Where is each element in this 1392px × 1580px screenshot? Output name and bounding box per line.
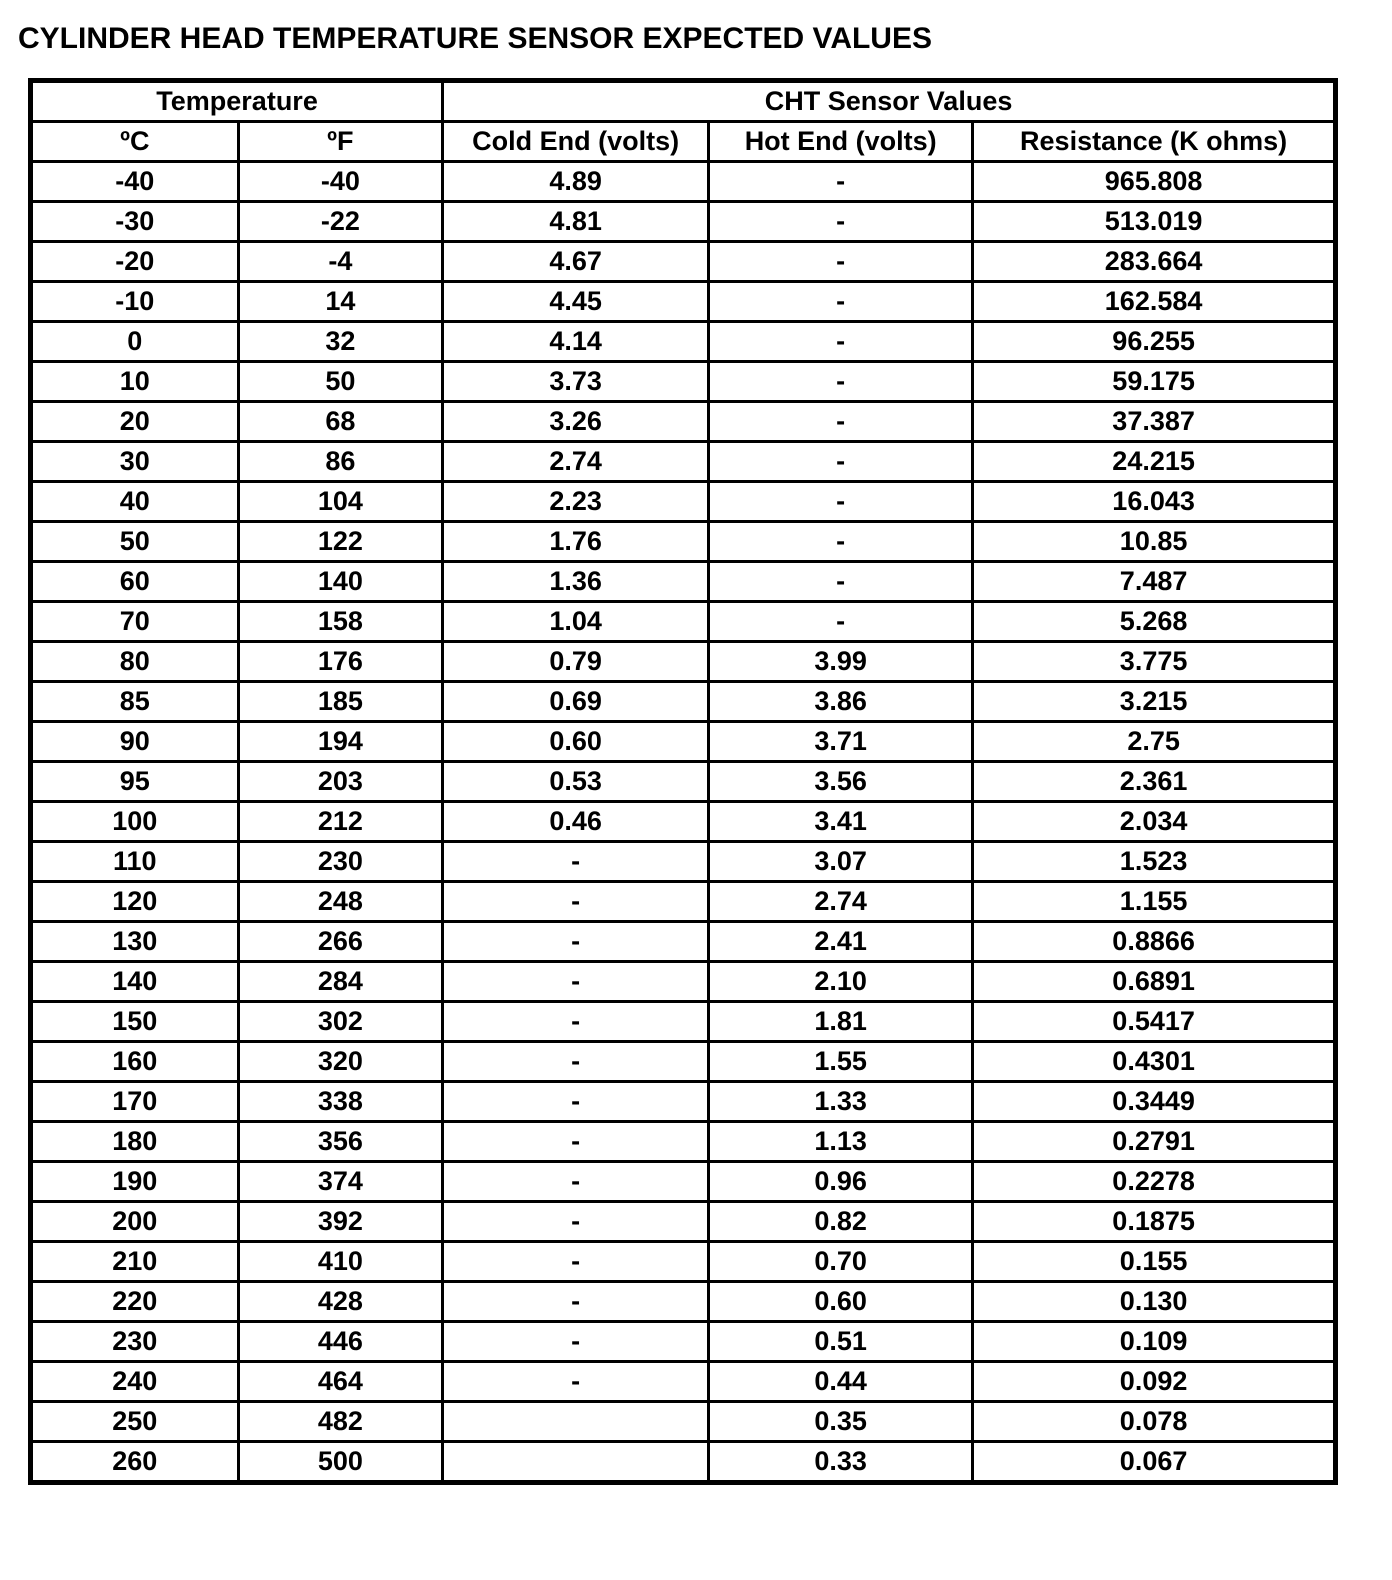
column-header-cold-end-volts: Cold End (volts)	[443, 122, 709, 162]
table-row	[31, 1162, 1336, 1202]
table-cell: -	[443, 1082, 709, 1122]
table-row	[31, 682, 1336, 722]
table-cell: -40	[238, 162, 443, 202]
table-cell: 185	[238, 682, 443, 722]
table-cell: 3.71	[709, 722, 973, 762]
table-row	[31, 202, 1336, 242]
table-cell: 60	[31, 562, 239, 602]
table-row	[31, 962, 1336, 1002]
table-row	[31, 522, 1336, 562]
table-cell: 2.74	[443, 442, 709, 482]
table-cell: 14	[238, 282, 443, 322]
column-header-row	[31, 122, 1336, 162]
table-cell: -	[709, 442, 973, 482]
table-row	[31, 242, 1336, 282]
table-cell: 95	[31, 762, 239, 802]
table-row	[31, 482, 1336, 522]
table-cell: 0.155	[973, 1242, 1336, 1282]
table-cell: 230	[238, 842, 443, 882]
table-row	[31, 1002, 1336, 1042]
table-cell: 96.255	[973, 322, 1336, 362]
table-cell: 37.387	[973, 402, 1336, 442]
table-cell: -	[443, 1042, 709, 1082]
table-row	[31, 1322, 1336, 1362]
table-cell: -20	[31, 242, 239, 282]
table-cell: 0.8866	[973, 922, 1336, 962]
table-cell: -	[709, 602, 973, 642]
column-header-resistance-kohms: Resistance (K ohms)	[973, 122, 1336, 162]
table-cell: 10	[31, 362, 239, 402]
table-row	[31, 802, 1336, 842]
table-cell: 140	[238, 562, 443, 602]
table-cell: -	[709, 482, 973, 522]
table-cell: -	[443, 1322, 709, 1362]
page-title: CYLINDER HEAD TEMPERATURE SENSOR EXPECTED VALUES	[18, 22, 932, 55]
table-cell: -4	[238, 242, 443, 282]
table-row	[31, 842, 1336, 882]
table-row	[31, 1122, 1336, 1162]
table-row	[31, 1362, 1336, 1402]
table-cell: 130	[31, 922, 239, 962]
table-cell: 0.60	[709, 1282, 973, 1322]
table-cell: 0.067	[973, 1442, 1336, 1483]
table-cell: 0.6891	[973, 962, 1336, 1002]
table-cell: 150	[31, 1002, 239, 1042]
table-cell: 230	[31, 1322, 239, 1362]
table-cell: 446	[238, 1322, 443, 1362]
group-header-temperature: Temperature	[31, 81, 443, 122]
table-cell: 7.487	[973, 562, 1336, 602]
table-cell: 20	[31, 402, 239, 442]
table-cell: 4.14	[443, 322, 709, 362]
table-cell: 3.73	[443, 362, 709, 402]
table-cell: 374	[238, 1162, 443, 1202]
table-cell: 0.51	[709, 1322, 973, 1362]
table-cell: -22	[238, 202, 443, 242]
table-row	[31, 282, 1336, 322]
cht-sensor-values-table	[28, 78, 1338, 1485]
table-cell: 4.89	[443, 162, 709, 202]
table-cell: -	[443, 1162, 709, 1202]
table-row	[31, 602, 1336, 642]
table-cell: -	[443, 1282, 709, 1322]
table-cell: 104	[238, 482, 443, 522]
table-cell: -	[709, 362, 973, 402]
table-cell: -	[443, 842, 709, 882]
table-cell: 0.79	[443, 642, 709, 682]
table-cell: 50	[238, 362, 443, 402]
table-cell: 0.109	[973, 1322, 1336, 1362]
table-cell: -	[443, 1202, 709, 1242]
table-cell: 3.56	[709, 762, 973, 802]
table-cell: 110	[31, 842, 239, 882]
table-cell: 0.44	[709, 1362, 973, 1402]
group-header-row	[31, 81, 1336, 122]
table-cell: 40	[31, 482, 239, 522]
column-header-fahrenheit: ºF	[238, 122, 443, 162]
table-cell: 2.23	[443, 482, 709, 522]
group-header-cht-sensor-values: CHT Sensor Values	[443, 81, 1336, 122]
table-cell: 194	[238, 722, 443, 762]
table-cell: 1.13	[709, 1122, 973, 1162]
table-cell: 0.35	[709, 1402, 973, 1442]
table-row	[31, 762, 1336, 802]
table-cell: 180	[31, 1122, 239, 1162]
table-cell: 3.99	[709, 642, 973, 682]
table-row	[31, 1042, 1336, 1082]
table-cell: 59.175	[973, 362, 1336, 402]
table-cell: 1.523	[973, 842, 1336, 882]
table-cell: 160	[31, 1042, 239, 1082]
table-cell: -10	[31, 282, 239, 322]
table-cell: 302	[238, 1002, 443, 1042]
table-row	[31, 1082, 1336, 1122]
table-cell: 248	[238, 882, 443, 922]
table-cell: 158	[238, 602, 443, 642]
table-cell: 210	[31, 1242, 239, 1282]
table-cell: 0.130	[973, 1282, 1336, 1322]
table-cell: 0.96	[709, 1162, 973, 1202]
table-cell: 2.74	[709, 882, 973, 922]
table-row	[31, 642, 1336, 682]
table-row	[31, 1282, 1336, 1322]
table-cell: 2.10	[709, 962, 973, 1002]
table-cell: 122	[238, 522, 443, 562]
table-cell: 3.41	[709, 802, 973, 842]
table-cell: 0.82	[709, 1202, 973, 1242]
table-cell: 5.268	[973, 602, 1336, 642]
table-row	[31, 722, 1336, 762]
table-cell: 85	[31, 682, 239, 722]
table-cell: 140	[31, 962, 239, 1002]
table-cell: 70	[31, 602, 239, 642]
table-cell: 32	[238, 322, 443, 362]
table-cell: -	[709, 162, 973, 202]
table-row	[31, 882, 1336, 922]
table-cell: 24.215	[973, 442, 1336, 482]
table-cell: 356	[238, 1122, 443, 1162]
table-row	[31, 442, 1336, 482]
table-cell: 428	[238, 1282, 443, 1322]
table-cell: 0.4301	[973, 1042, 1336, 1082]
table-row	[31, 1242, 1336, 1282]
table-cell: 162.584	[973, 282, 1336, 322]
table-cell: 68	[238, 402, 443, 442]
table-cell: -	[709, 562, 973, 602]
table-cell: 392	[238, 1202, 443, 1242]
table-cell: 120	[31, 882, 239, 922]
table-cell: 284	[238, 962, 443, 1002]
table-cell: 2.034	[973, 802, 1336, 842]
table-cell: 2.361	[973, 762, 1336, 802]
table-row	[31, 322, 1336, 362]
table-cell: -	[443, 1242, 709, 1282]
table-cell: -	[709, 242, 973, 282]
table-cell: -	[709, 322, 973, 362]
table-row	[31, 1442, 1336, 1483]
table-cell: -	[709, 522, 973, 562]
table-cell: 0.53	[443, 762, 709, 802]
table-cell	[443, 1402, 709, 1442]
table-cell: 0.69	[443, 682, 709, 722]
table-cell: 0.078	[973, 1402, 1336, 1442]
table-cell: 212	[238, 802, 443, 842]
table-cell: 220	[31, 1282, 239, 1322]
table-cell: -	[443, 1002, 709, 1042]
table-cell: 410	[238, 1242, 443, 1282]
table-row	[31, 922, 1336, 962]
table-cell: 482	[238, 1402, 443, 1442]
table-cell: 176	[238, 642, 443, 682]
table-cell: 513.019	[973, 202, 1336, 242]
table-cell: 10.85	[973, 522, 1336, 562]
table-cell: 190	[31, 1162, 239, 1202]
column-header-hot-end-volts: Hot End (volts)	[709, 122, 973, 162]
table-cell: 0.2791	[973, 1122, 1336, 1162]
table-cell: 320	[238, 1042, 443, 1082]
table-cell: 0.70	[709, 1242, 973, 1282]
table-cell: 1.33	[709, 1082, 973, 1122]
table-cell: 200	[31, 1202, 239, 1242]
table-cell: 3.215	[973, 682, 1336, 722]
table-cell: 2.75	[973, 722, 1336, 762]
table-cell: -	[443, 882, 709, 922]
table-cell: 0.5417	[973, 1002, 1336, 1042]
table-cell: -	[709, 402, 973, 442]
table-cell: 50	[31, 522, 239, 562]
table-cell: 500	[238, 1442, 443, 1483]
table-cell: 1.76	[443, 522, 709, 562]
table-cell: 0.3449	[973, 1082, 1336, 1122]
table-body	[31, 162, 1336, 1483]
table-cell: 0.2278	[973, 1162, 1336, 1202]
table-cell: 464	[238, 1362, 443, 1402]
table-cell	[443, 1442, 709, 1483]
table-cell: 3.775	[973, 642, 1336, 682]
table-row	[31, 1402, 1336, 1442]
column-header-celsius: ºC	[31, 122, 239, 162]
table-cell: 80	[31, 642, 239, 682]
table-cell: 4.67	[443, 242, 709, 282]
table-cell: 16.043	[973, 482, 1336, 522]
table-cell: 0.33	[709, 1442, 973, 1483]
table-cell: 338	[238, 1082, 443, 1122]
table-cell: 0.60	[443, 722, 709, 762]
table-cell: 1.04	[443, 602, 709, 642]
table-cell: -	[443, 962, 709, 1002]
table-cell: 100	[31, 802, 239, 842]
table-cell: -	[443, 1122, 709, 1162]
table-cell: 3.07	[709, 842, 973, 882]
table-row	[31, 362, 1336, 402]
table-cell: -40	[31, 162, 239, 202]
table-cell: 30	[31, 442, 239, 482]
table-cell: -	[443, 1362, 709, 1402]
table-cell: 266	[238, 922, 443, 962]
table-cell: 170	[31, 1082, 239, 1122]
table-row	[31, 562, 1336, 602]
table-cell: -	[709, 282, 973, 322]
table-cell: 1.55	[709, 1042, 973, 1082]
table-cell: -30	[31, 202, 239, 242]
table-cell: 0.46	[443, 802, 709, 842]
table-cell: 3.86	[709, 682, 973, 722]
table-cell: 2.41	[709, 922, 973, 962]
table-cell: 0	[31, 322, 239, 362]
table-cell: 3.26	[443, 402, 709, 442]
table-cell: 203	[238, 762, 443, 802]
table-row	[31, 1202, 1336, 1242]
table-cell: 283.664	[973, 242, 1336, 282]
table-row	[31, 162, 1336, 202]
table-cell: 965.808	[973, 162, 1336, 202]
table-cell: 4.81	[443, 202, 709, 242]
table-cell: 1.81	[709, 1002, 973, 1042]
table-cell: 260	[31, 1442, 239, 1483]
table-cell: 1.36	[443, 562, 709, 602]
table-cell: 90	[31, 722, 239, 762]
table-cell: 86	[238, 442, 443, 482]
table-header	[31, 81, 1336, 162]
table-cell: 1.155	[973, 882, 1336, 922]
table-cell: 0.092	[973, 1362, 1336, 1402]
table-cell: 0.1875	[973, 1202, 1336, 1242]
table-cell: -	[709, 202, 973, 242]
table-cell: 240	[31, 1362, 239, 1402]
table-cell: 4.45	[443, 282, 709, 322]
table-row	[31, 402, 1336, 442]
table-cell: -	[443, 922, 709, 962]
table-cell: 250	[31, 1402, 239, 1442]
